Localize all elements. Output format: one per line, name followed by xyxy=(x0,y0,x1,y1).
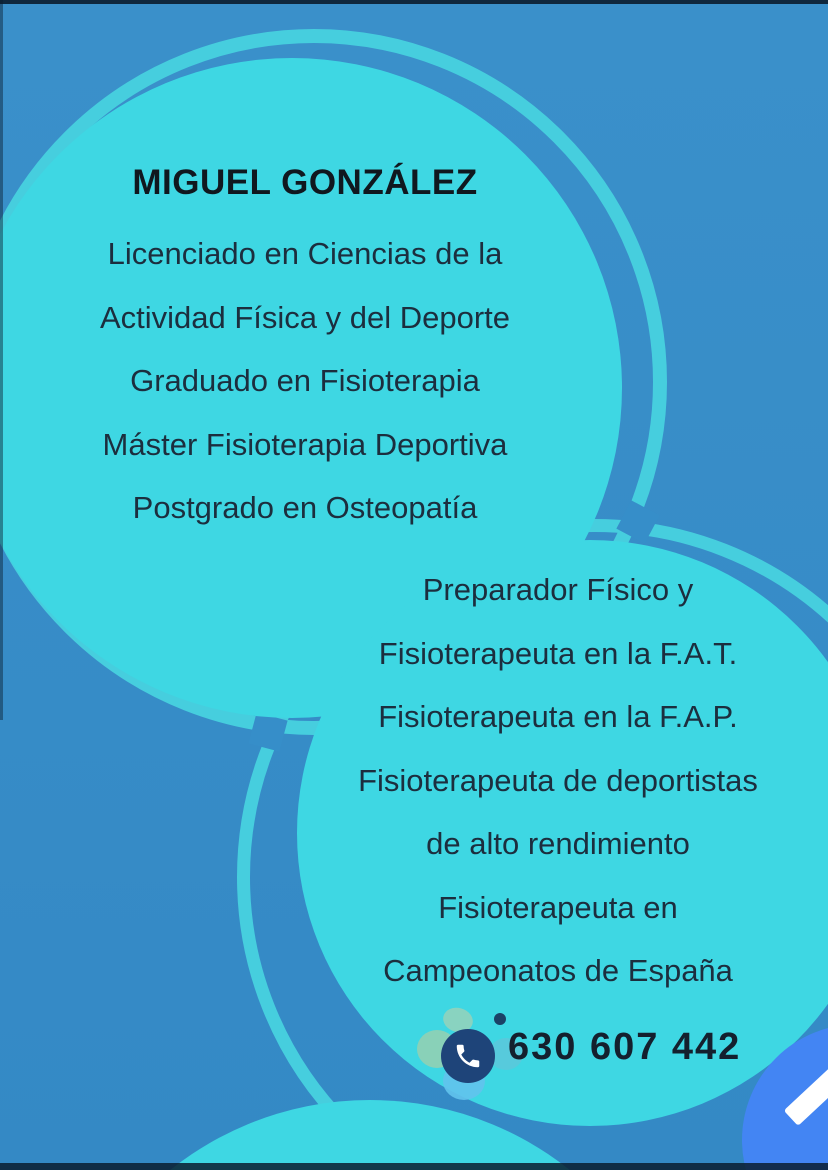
credential-line: Postgrado en Osteopatía xyxy=(132,490,478,525)
credential-lines xyxy=(15,222,595,540)
role-line: Preparador Físico y xyxy=(422,572,694,607)
left-edge-shadow xyxy=(0,0,3,720)
phone-dot xyxy=(494,1013,506,1025)
credential-line: Graduado en Fisioterapia xyxy=(130,363,480,398)
credential-line: Máster Fisioterapia Deportiva xyxy=(102,426,508,462)
credentials-block xyxy=(15,158,595,540)
profile-name: MIGUEL GONZÁLEZ xyxy=(132,163,478,202)
phone-badge xyxy=(441,1029,495,1083)
bottom-edge-shadow xyxy=(0,1163,828,1170)
role-line: Fisioterapeuta en la F.A.P. xyxy=(378,699,738,734)
roles-block xyxy=(258,558,828,1003)
role-line: de alto rendimiento xyxy=(426,826,690,861)
role-line: Fisioterapeuta de deportistas xyxy=(358,762,758,798)
credential-line: Licenciado en Ciencias de la xyxy=(107,236,503,271)
phone-number: 630 607 442 xyxy=(508,1026,742,1068)
top-edge-shadow xyxy=(0,0,828,4)
role-line: Fisioterapeuta en xyxy=(438,889,678,925)
role-line: Campeonatos de España xyxy=(383,953,733,988)
phone-icon xyxy=(453,1041,483,1071)
credential-line: Actividad Física y del Deporte xyxy=(99,299,511,335)
role-line: Fisioterapeuta en la F.A.T. xyxy=(378,635,738,671)
